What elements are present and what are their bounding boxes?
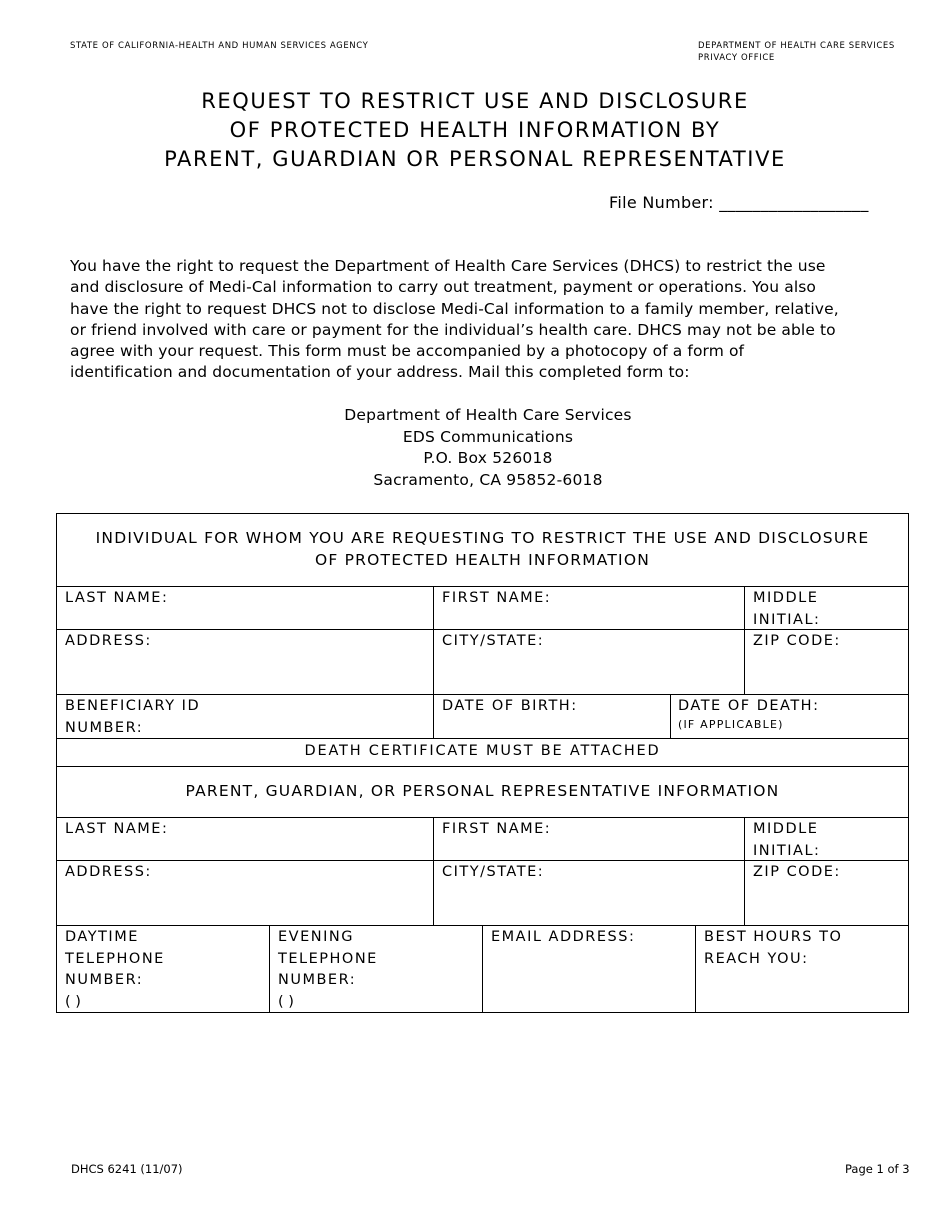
evening-phone-field[interactable] [269,925,483,1013]
rep-zip-code-field[interactable] [744,860,909,926]
intro-line: or friend involved with care or payment for the individual’s health care. DHCS may not be able to [70,320,836,339]
field-label [704,927,842,970]
title-line-3: PARENT, GUARDIAN OR PERSONAL REPRESENTATIVE [164,147,786,171]
label-line: NUMBER: [65,972,144,988]
form-title [0,87,950,174]
department-name: DEPARTMENT OF HEALTH CARE SERVICES [698,41,895,51]
individual-section-header [56,513,909,587]
file-number-field[interactable]: File Number: __________________ [609,193,869,212]
area-code-parens: ( ) [65,993,81,1010]
agency-header: STATE OF CALIFORNIA-HEALTH AND HUMAN SERVICES AGENCY [70,41,369,51]
request-form-table [56,513,909,1013]
field-label [753,588,820,631]
date-of-birth-field[interactable] [433,694,671,739]
label-line: REACH YOU: [704,950,809,967]
intro-line: have the right to request DHCS not to disclose Medi-Cal information to a family member, relative, [70,299,839,318]
rep-city-state-field[interactable] [433,860,745,926]
label-line: DATE OF DEATH: [678,698,820,714]
field-label [65,696,200,739]
mailing-address [0,405,950,491]
representative-header-text: PARENT, GUARDIAN, OR PERSONAL REPRESENTATIVE INFORMATION [185,782,780,800]
individual-address-field[interactable] [56,629,434,695]
individual-city-state-field[interactable] [433,629,745,695]
representative-section-header [56,766,909,818]
individual-header-line-2: OF PROTECTED HEALTH INFORMATION [314,551,651,569]
field-label: EMAIL ADDRESS: [491,929,636,945]
field-label: LAST NAME: [65,821,169,837]
label-line: BEST HOURS TO [704,929,843,945]
death-certificate-text: DEATH CERTIFICATE MUST BE ATTACHED [304,743,661,759]
field-label: DATE OF BIRTH: [442,698,578,714]
label-line: TELEPHONE [278,950,378,967]
field-label: ADDRESS: [65,864,152,880]
label-line: TELEPHONE [65,950,165,967]
intro-line: and disclosure of Medi-Cal information to carry out treatment, payment or operations. You also [70,278,816,297]
field-label: FIRST NAME: [442,821,552,837]
label-line: MIDDLE [753,821,819,837]
rep-address-field[interactable] [56,860,434,926]
daytime-phone-field[interactable] [56,925,270,1013]
intro-paragraph [70,256,890,384]
individual-zip-code-field[interactable] [744,629,909,695]
rep-last-name-field[interactable] [56,817,434,861]
individual-middle-initial-field[interactable] [744,586,909,630]
date-of-death-field[interactable] [670,694,909,739]
intro-line: You have the right to request the Department of Health Care Services (DHCS) to restrict the use [70,257,826,275]
label-note: (IF APPLICABLE) [678,717,784,731]
individual-last-name-field[interactable] [56,586,434,630]
beneficiary-id-field[interactable] [56,694,434,739]
label-line: EVENING [278,929,354,945]
rep-middle-initial-field[interactable] [744,817,909,861]
label-line: DAYTIME [65,929,139,945]
individual-header-line-1: INDIVIDUAL FOR WHOM YOU ARE REQUESTING TO RESTRICT THE USE AND DISCLOSURE [95,529,870,547]
intro-line: identification and documentation of your address. Mail this completed form to: [70,363,690,382]
page-number: Page 1 of 3 [845,1162,910,1176]
field-label: LAST NAME: [65,590,169,606]
label-line: INITIAL: [753,611,821,628]
email-address-field[interactable] [482,925,696,1013]
field-label [678,696,819,731]
label-line: INITIAL: [753,842,821,859]
title-line-2: OF PROTECTED HEALTH INFORMATION BY [229,118,721,142]
department-header [698,41,895,64]
field-label: ZIP CODE: [753,633,841,649]
field-label: ADDRESS: [65,633,152,649]
label-line: BENEFICIARY ID [65,698,201,714]
field-label: CITY/STATE: [442,633,545,649]
field-label [65,927,165,1013]
mail-line-3: P.O. Box 526018 [423,449,553,467]
label-line: NUMBER: [278,972,357,988]
field-label: CITY/STATE: [442,864,545,880]
label-line: NUMBER: [65,719,144,736]
form-id: DHCS 6241 (11/07) [71,1162,183,1176]
label-line: MIDDLE [753,590,819,606]
area-code-parens: ( ) [278,993,294,1010]
individual-first-name-field[interactable] [433,586,745,630]
best-hours-field[interactable] [695,925,909,1013]
field-label [278,927,378,1013]
field-label: FIRST NAME: [442,590,552,606]
field-label: ZIP CODE: [753,864,841,880]
mail-line-2: EDS Communications [402,427,574,446]
title-line-1: REQUEST TO RESTRICT USE AND DISCLOSURE [201,89,749,113]
intro-line: agree with your request. This form must be accompanied by a photocopy of a form of [70,342,745,361]
mail-line-4: Sacramento, CA 95852-6018 [373,470,603,489]
rep-first-name-field[interactable] [433,817,745,861]
death-certificate-notice [56,738,909,767]
office-name: PRIVACY OFFICE [698,52,775,63]
mail-line-1: Department of Health Care Services [344,406,632,424]
field-label [753,819,820,862]
